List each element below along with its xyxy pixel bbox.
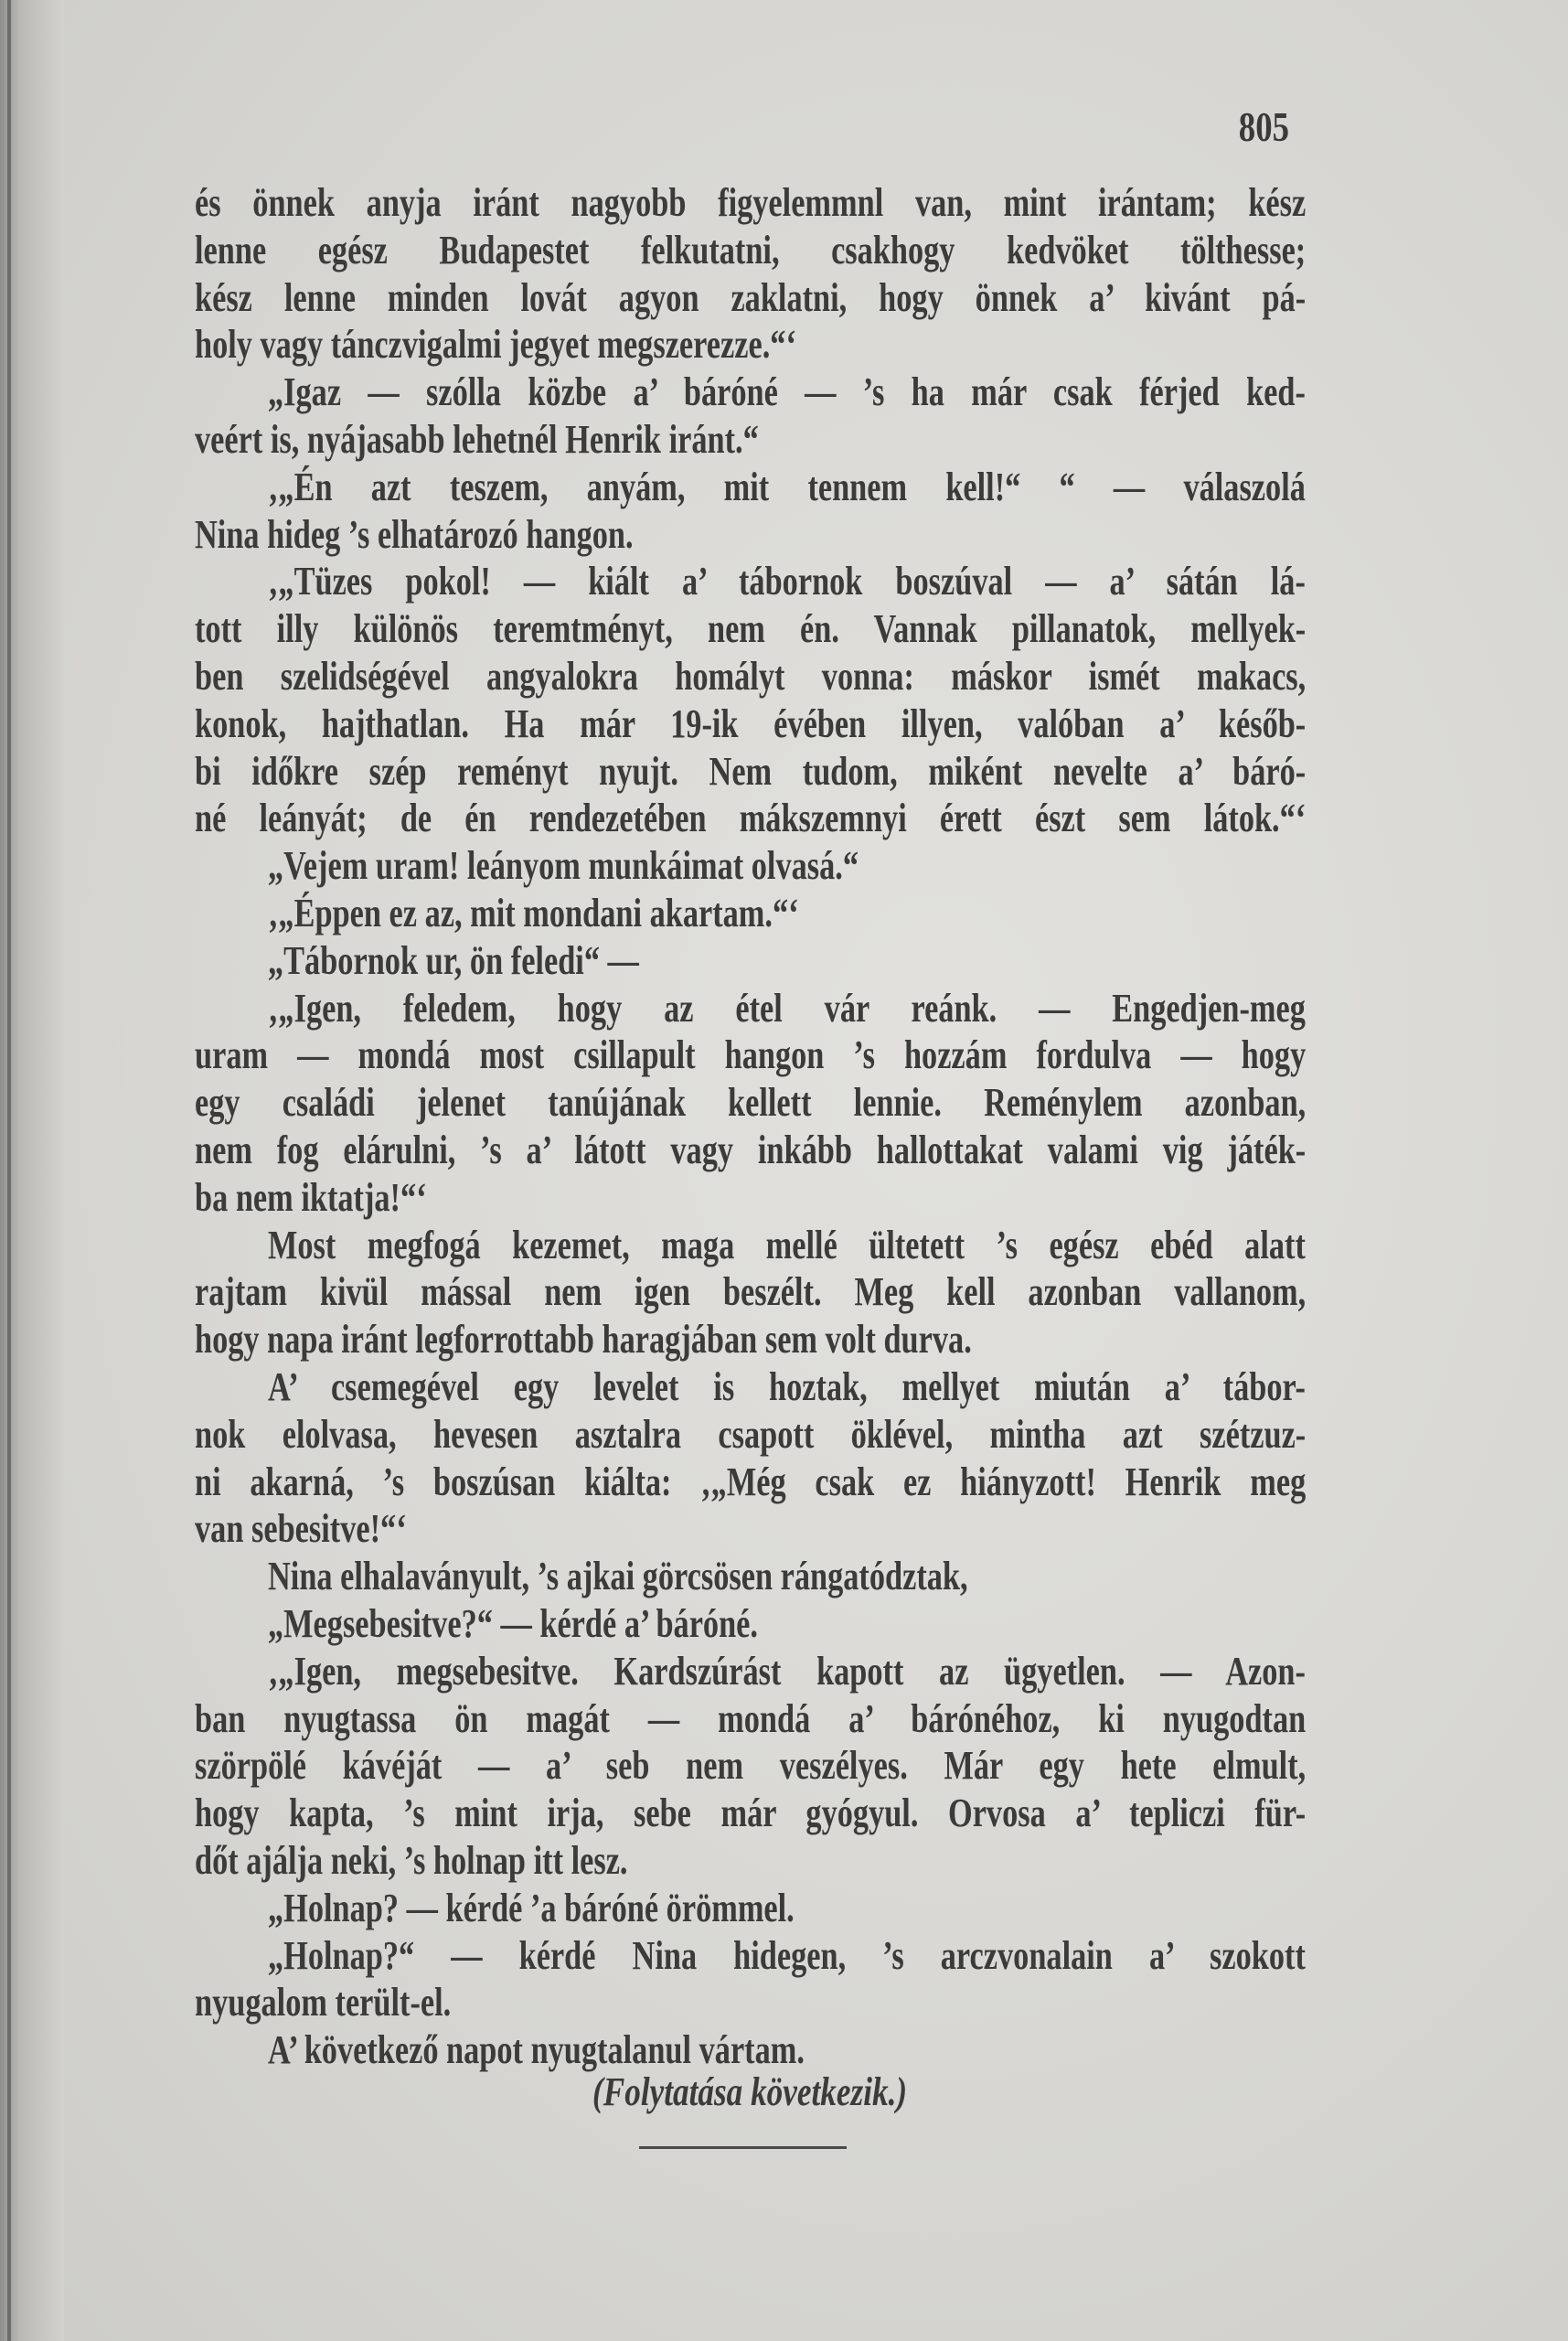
- text-line: „Holnap?“ — kérdé Nina hidegen, ’s arczvonalain a’ szokott: [268, 1932, 1306, 1978]
- text-line: „Tábornok ur, ön feledi“ —: [268, 937, 639, 983]
- text-line: ‚„Igen, feledem, hogy az étel vár reánk. — Engedjen-meg: [268, 985, 1306, 1031]
- text-line: lenne egész Budapestet felkutatni, csakhogy kedvöket tölthesse;: [195, 227, 1307, 273]
- text-line: Nina hideg ’s elhatározó hangon.: [195, 511, 634, 557]
- text-line: veért is, nyájasabb lehetnél Henrik iránt.“: [195, 417, 759, 462]
- text-line: van sebesitve!“‘: [195, 1506, 407, 1552]
- text-line: nok elolvasa, hevesen asztalra csapott öklével, mintha azt szétzuz-: [195, 1411, 1307, 1457]
- text-line: rajtam kivül mással nem igen beszélt. Meg kell azonban vallanom,: [195, 1269, 1307, 1315]
- text-line: né leányát; de én rendezetében mákszemnyi érett észt sem látok.“‘: [195, 796, 1307, 841]
- text-line: ‚„Éppen ez az, mit mondani akartam.“‘: [268, 891, 799, 935]
- text-line: nem fog elárulni, ’s a’ látott vagy inkább hallottakat valami vig játék-: [195, 1128, 1307, 1172]
- text-line: A’ csemegével egy levelet is hoztak, mellyet miután a’ tábor-: [268, 1364, 1306, 1409]
- text-line: kész lenne minden lovát agyon zaklatni, hogy önnek a’ kivánt pá-: [195, 274, 1307, 320]
- text-line: „Megsebesitve?“ — kérdé a’ báróné.: [268, 1601, 758, 1646]
- text-line: tott illy különös teremtményt, nem én. Vannak pillanatok, mellyek-: [195, 606, 1307, 652]
- text-line: ‚„Igen, megsebesitve. Kardszúrást kapott az ügyetlen. — Azon-: [268, 1648, 1306, 1694]
- text-line: ben szelidségével angyalokra homályt vonna: máskor ismét makacs,: [195, 654, 1307, 699]
- text-line: ban nyugtassa ön magát — mondá a’ bárónéhoz, ki nyugodtan: [195, 1695, 1307, 1741]
- text-line: dőt ajálja neki, ’s holnap itt lesz.: [195, 1838, 628, 1883]
- text-line: egy családi jelenet tanújának kellett lennie. Reménylem azonban,: [195, 1080, 1307, 1126]
- text-line: „Igaz — szólla közbe a’ báróné — ’s ha már csak férjed ked-: [268, 369, 1306, 415]
- continuation-note: [195, 2068, 1306, 2115]
- text-line: A’ következő napot nyugtalanul vártam.: [268, 2027, 805, 2073]
- text-line: „Holnap? — kérdé ’a báróné örömmel.: [268, 1885, 795, 1930]
- text-line: hogy kapta, ’s mint irja, sebe már gyógyul. Orvosa a’ tepliczi für-: [195, 1790, 1307, 1836]
- text-line: Most megfogá kezemet, maga mellé ültetett ’s egész ebéd alatt: [268, 1222, 1306, 1267]
- text-line: és önnek anyja iránt nagyobb figyelemmnl van, mint irántam; kész: [195, 180, 1307, 225]
- text-line: ba nem iktatja!“‘: [195, 1174, 427, 1220]
- text-line: bi időkre szép reményt nyujt. Nem tudom, miként nevelte a’ báró-: [195, 748, 1307, 794]
- text-line: konok, hajthatlan. Ha már 19-ik évében illyen, valóban a’ későb-: [195, 700, 1307, 746]
- text-line: holy vagy tánczvigalmi jegyet megszerezze.“‘: [195, 322, 796, 368]
- text-line: Nina elhalaványult, ’s ajkai görcsösen rángatództak,: [268, 1554, 968, 1599]
- text-line: uram — mondá most csillapult hangon ’s hozzám fordulva — hogy: [195, 1032, 1307, 1078]
- end-rule-divider: [639, 2146, 847, 2149]
- text-line: ‚„Tüzes pokol! — kiált a’ tábornok boszúval — a’ sátán lá-: [268, 559, 1306, 604]
- continuation-text: (Folytatása következik.): [592, 2069, 908, 2114]
- text-line: nyugalom terült-el.: [195, 1980, 452, 2026]
- book-binding-edge: [0, 0, 64, 2341]
- text-line: hogy napa iránt legforrottabb haragjában sem volt durva.: [195, 1317, 972, 1363]
- text-line: szörpölé kávéját — a’ seb nem veszélyes. Már egy hete elmult,: [195, 1743, 1307, 1789]
- page-number: 805: [1238, 103, 1289, 150]
- text-line: ‚„Én azt teszem, anyám, mit tennem kell!“ “ — válaszolá: [268, 464, 1306, 509]
- text-line: ni akarná, ’s boszúsan kiálta: ‚„Még csak ez hiányzott! Henrik meg: [195, 1459, 1307, 1504]
- text-line: „Vejem uram! leányom munkáimat olvasá.“: [268, 843, 859, 889]
